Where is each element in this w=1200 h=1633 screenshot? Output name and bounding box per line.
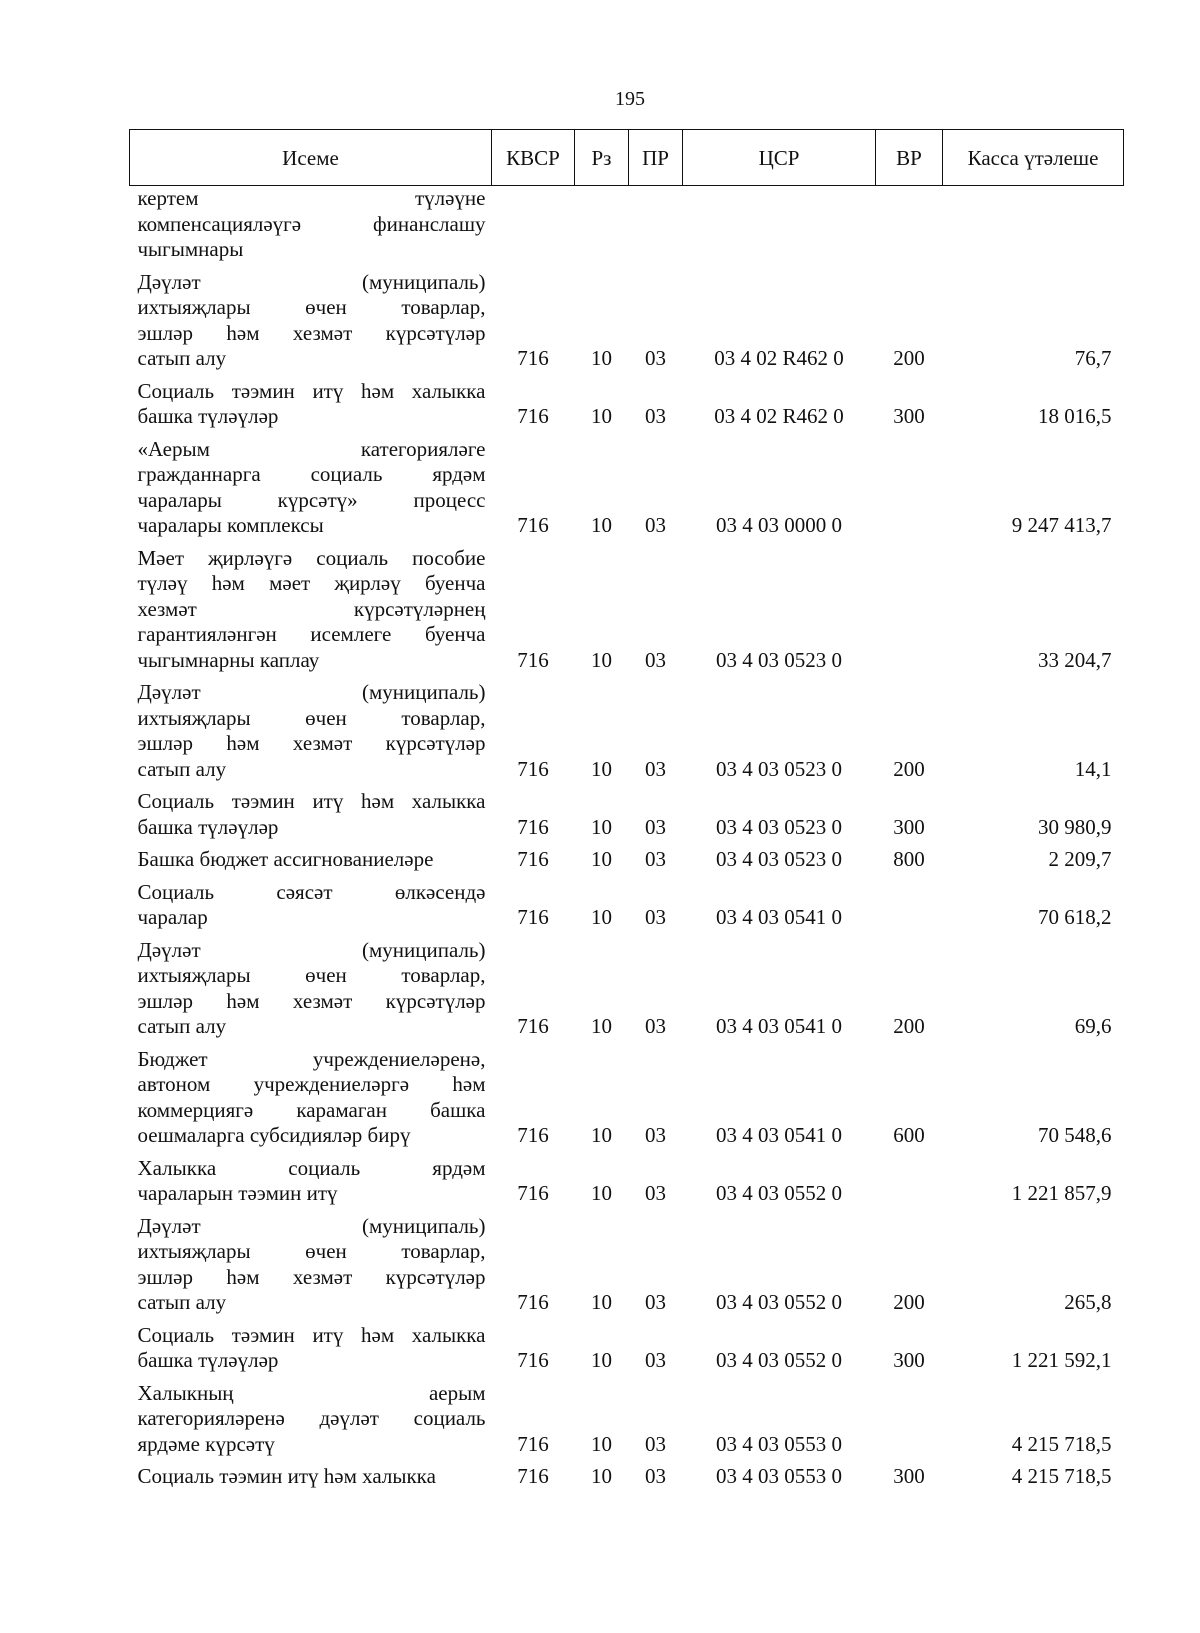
row-name-line: категорияләренә дәүләт социаль — [137, 1406, 486, 1430]
row-sum: 76,7 — [1074, 346, 1112, 370]
row-name-line: сатып алу — [137, 1014, 227, 1038]
row-name-line: ихтыяҗлары өчен товарлар, — [137, 963, 486, 987]
row-csr: 03 4 03 0523 0 — [716, 814, 842, 839]
row-name-line: сатып алу — [137, 1290, 227, 1314]
table-row — [130, 543, 1124, 678]
row-name-line: хезмәт күрсәтүләрнең — [137, 596, 486, 621]
row-kvsr: 716 — [517, 1348, 549, 1372]
row-kvsr: 716 — [517, 1431, 549, 1456]
row-vr — [876, 434, 943, 543]
row-kvsr — [492, 186, 575, 267]
row-kvsr: 716 — [517, 814, 549, 839]
row-pr: 03 — [645, 404, 666, 428]
row-kvsr: 716 — [517, 847, 549, 871]
row-name-line: Башка бюджет ассигнованиеләре — [137, 847, 434, 871]
table-row — [130, 376, 1124, 434]
row-name-line: сатып алу — [137, 346, 227, 370]
row-vr: 600 — [893, 1123, 925, 1147]
table-row — [130, 1378, 1124, 1462]
row-name — [130, 186, 492, 267]
row-name-line: Социаль тәэмин итү һәм халыкка — [137, 1464, 436, 1488]
row-name-line: чыгымнарны каплау — [137, 647, 320, 672]
row-csr: 03 4 03 0523 0 — [716, 847, 842, 871]
row-kvsr: 716 — [517, 513, 549, 537]
row-name — [130, 786, 492, 844]
row-name-line: эшләр һәм хезмәт күрсәтүләр — [137, 320, 486, 345]
table-row — [130, 1153, 1124, 1211]
row-csr: 03 4 03 0523 0 — [716, 647, 842, 672]
row-kvsr: 716 — [517, 1464, 549, 1488]
row-name — [130, 844, 492, 877]
row-name-line: чаралары комплексы — [137, 513, 324, 537]
row-vr — [876, 186, 943, 267]
row-name-line: Дәүләт (муниципаль) — [137, 269, 486, 294]
header-vr: ВР — [876, 130, 943, 186]
row-name-line: Дәүләт (муниципаль) — [137, 680, 486, 704]
table-row — [130, 1211, 1124, 1320]
row-rz: 10 — [591, 756, 612, 781]
table-row — [130, 267, 1124, 376]
row-sum: 2 209,7 — [1048, 847, 1112, 871]
header-name: Исеме — [130, 130, 492, 186]
row-name-line: Халыкның аерым — [137, 1380, 486, 1405]
row-name-line: Халыкка социаль ярдәм — [137, 1155, 486, 1180]
row-csr: 03 4 02 R462 0 — [714, 404, 844, 428]
row-csr: 03 4 03 0552 0 — [716, 1181, 842, 1205]
row-name — [130, 877, 492, 935]
row-rz: 10 — [591, 814, 612, 839]
row-csr: 03 4 03 0553 0 — [716, 1431, 842, 1456]
row-name-line: «Аерым категорияләге — [137, 436, 486, 461]
page-number: 195 — [615, 88, 645, 110]
budget-table — [129, 129, 1124, 1494]
row-name-line: Мәет җирләүгә социаль пособие — [137, 545, 486, 570]
row-rz: 10 — [591, 1348, 612, 1372]
row-kvsr: 716 — [517, 756, 549, 781]
row-name-line: чараларын тәэмин итү — [137, 1181, 338, 1205]
row-vr: 200 — [893, 1290, 925, 1314]
row-name-line: ихтыяҗлары өчен товарлар, — [137, 295, 486, 319]
row-vr — [876, 1153, 943, 1211]
row-name — [130, 935, 492, 1044]
row-name-line: компенсацияләүгә финанслашу — [137, 211, 486, 236]
row-rz: 10 — [591, 1290, 612, 1314]
row-rz: 10 — [591, 513, 612, 537]
row-pr: 03 — [645, 1348, 666, 1372]
table-row — [130, 786, 1124, 844]
table-row — [130, 1320, 1124, 1378]
row-name-line: гарантияләнгән исемлеге буенча — [137, 622, 486, 646]
row-vr: 200 — [893, 756, 925, 781]
row-sum: 14,1 — [1074, 756, 1112, 781]
row-rz: 10 — [591, 346, 612, 370]
row-sum: 4 215 718,5 — [1011, 1431, 1112, 1456]
row-rz: 10 — [591, 1123, 612, 1147]
row-sum: 18 016,5 — [1038, 404, 1112, 428]
table-row — [130, 434, 1124, 543]
row-name-line: ихтыяҗлары өчен товарлар, — [137, 705, 486, 730]
row-name-line: чыгымнары — [137, 237, 244, 261]
row-kvsr: 716 — [517, 905, 549, 929]
row-kvsr: 716 — [517, 1181, 549, 1205]
row-sum: 70 618,2 — [1038, 905, 1112, 929]
row-vr: 300 — [893, 1348, 925, 1372]
row-name-line: Социаль тәэмин итү һәм халыкка — [137, 789, 486, 813]
row-name — [130, 1461, 492, 1494]
header-sum: Касса үтәлеше — [943, 130, 1124, 186]
row-sum: 69,6 — [1074, 1014, 1112, 1038]
row-kvsr: 716 — [517, 404, 549, 428]
row-name — [130, 1378, 492, 1462]
row-name-line: башка түләүләр — [137, 814, 279, 839]
table-row — [130, 677, 1124, 786]
header-rz: Рз — [575, 130, 629, 186]
row-pr: 03 — [645, 513, 666, 537]
row-rz: 10 — [591, 404, 612, 428]
row-name — [130, 543, 492, 678]
row-name — [130, 1320, 492, 1378]
row-pr: 03 — [645, 1014, 666, 1038]
row-kvsr: 716 — [517, 1290, 549, 1314]
row-pr: 03 — [645, 1290, 666, 1314]
row-name-line: ихтыяҗлары өчен товарлар, — [137, 1239, 486, 1263]
row-csr: 03 4 03 0523 0 — [716, 756, 842, 781]
row-name — [130, 1153, 492, 1211]
row-rz: 10 — [591, 647, 612, 672]
row-pr: 03 — [645, 346, 666, 370]
row-name-line: эшләр һәм хезмәт күрсәтүләр — [137, 731, 486, 755]
row-name — [130, 677, 492, 786]
row-name-line: чаралар — [137, 905, 208, 929]
table-body — [130, 186, 1124, 1494]
row-name-line: сатып алу — [137, 756, 227, 781]
row-csr: 03 4 03 0541 0 — [716, 1014, 842, 1038]
row-vr — [876, 543, 943, 678]
row-sum: 70 548,6 — [1038, 1123, 1112, 1147]
row-name-line: гражданнарга социаль ярдәм — [137, 462, 486, 486]
table-row — [130, 186, 1124, 267]
row-pr: 03 — [645, 1123, 666, 1147]
table-row — [130, 1461, 1124, 1494]
row-vr: 800 — [893, 847, 925, 871]
row-name-line: башка түләүләр — [137, 1348, 279, 1372]
row-csr: 03 4 03 0541 0 — [716, 905, 842, 929]
row-name — [130, 376, 492, 434]
row-rz: 10 — [591, 1014, 612, 1038]
row-rz: 10 — [591, 1464, 612, 1488]
row-sum: 30 980,9 — [1038, 814, 1112, 839]
row-sum: 265,8 — [1064, 1290, 1112, 1314]
table-row — [130, 935, 1124, 1044]
row-rz: 10 — [591, 1181, 612, 1205]
row-name-line: чаралары күрсәтү» процесс — [137, 487, 486, 512]
row-name — [130, 1211, 492, 1320]
row-name-line: автоном учреждениеләргә һәм — [137, 1072, 486, 1096]
row-csr: 03 4 03 0552 0 — [716, 1290, 842, 1314]
header-pr: ПР — [629, 130, 683, 186]
table-row — [130, 844, 1124, 877]
row-name-line: оешмаларга субсидияләр бирү — [137, 1123, 411, 1147]
row-name-line: Социаль тәэмин итү һәм халыкка — [137, 1322, 486, 1347]
row-csr: 03 4 03 0552 0 — [716, 1348, 842, 1372]
row-csr: 03 4 03 0553 0 — [716, 1464, 842, 1488]
row-kvsr: 716 — [517, 647, 549, 672]
table-row — [130, 877, 1124, 935]
row-pr: 03 — [645, 1431, 666, 1456]
row-pr: 03 — [645, 1464, 666, 1488]
row-csr: 03 4 03 0000 0 — [716, 513, 842, 537]
row-name — [130, 267, 492, 376]
header-csr: ЦСР — [683, 130, 876, 186]
row-csr — [683, 186, 876, 267]
row-vr — [876, 877, 943, 935]
row-name-line: Бюджет учреждениеләренә, — [137, 1046, 486, 1071]
row-vr: 300 — [893, 814, 925, 839]
row-name-line: эшләр һәм хезмәт күрсәтүләр — [137, 1264, 486, 1289]
row-sum: 1 221 592,1 — [1011, 1348, 1112, 1372]
row-pr: 03 — [645, 647, 666, 672]
row-name-line: ярдәме күрсәтү — [137, 1431, 275, 1456]
row-name-line: Дәүләт (муниципаль) — [137, 937, 486, 962]
row-csr: 03 4 02 R462 0 — [714, 346, 844, 370]
row-sum — [943, 186, 1124, 267]
row-pr: 03 — [645, 756, 666, 781]
row-pr: 03 — [645, 905, 666, 929]
row-sum: 1 221 857,9 — [1011, 1181, 1112, 1205]
row-name-line: коммерциягә карамаган башка — [137, 1097, 486, 1122]
row-pr: 03 — [645, 847, 666, 871]
row-rz: 10 — [591, 1431, 612, 1456]
row-rz: 10 — [591, 905, 612, 929]
row-rz: 10 — [591, 847, 612, 871]
row-kvsr: 716 — [517, 1014, 549, 1038]
row-csr: 03 4 03 0541 0 — [716, 1123, 842, 1147]
row-name-line: эшләр һәм хезмәт күрсәтүләр — [137, 988, 486, 1013]
row-vr: 200 — [893, 346, 925, 370]
row-vr — [876, 1378, 943, 1462]
row-rz — [575, 186, 629, 267]
row-sum: 33 204,7 — [1038, 647, 1112, 672]
row-name-line: башка түләүләр — [137, 404, 279, 428]
row-name — [130, 1044, 492, 1153]
row-vr: 300 — [893, 404, 925, 428]
row-name-line: Дәүләт (муниципаль) — [137, 1213, 486, 1238]
table-row — [130, 1044, 1124, 1153]
header-kvsr: КВСР — [492, 130, 575, 186]
row-pr — [629, 186, 683, 267]
row-kvsr: 716 — [517, 346, 549, 370]
row-vr: 200 — [893, 1014, 925, 1038]
row-pr: 03 — [645, 814, 666, 839]
row-vr: 300 — [893, 1464, 925, 1488]
row-name-line: кертем түләүне — [137, 186, 486, 210]
row-sum: 9 247 413,7 — [1011, 513, 1112, 537]
row-name-line: Социаль тәэмин итү һәм халыкка — [137, 378, 486, 403]
row-sum: 4 215 718,5 — [1011, 1464, 1112, 1488]
row-name-line: түләү һәм мәет җирләү буенча — [137, 571, 486, 595]
row-name — [130, 434, 492, 543]
row-kvsr: 716 — [517, 1123, 549, 1147]
row-pr: 03 — [645, 1181, 666, 1205]
row-name-line: Социаль сәясәт өлкәсендә — [137, 879, 486, 904]
table-header-row — [130, 130, 1124, 186]
